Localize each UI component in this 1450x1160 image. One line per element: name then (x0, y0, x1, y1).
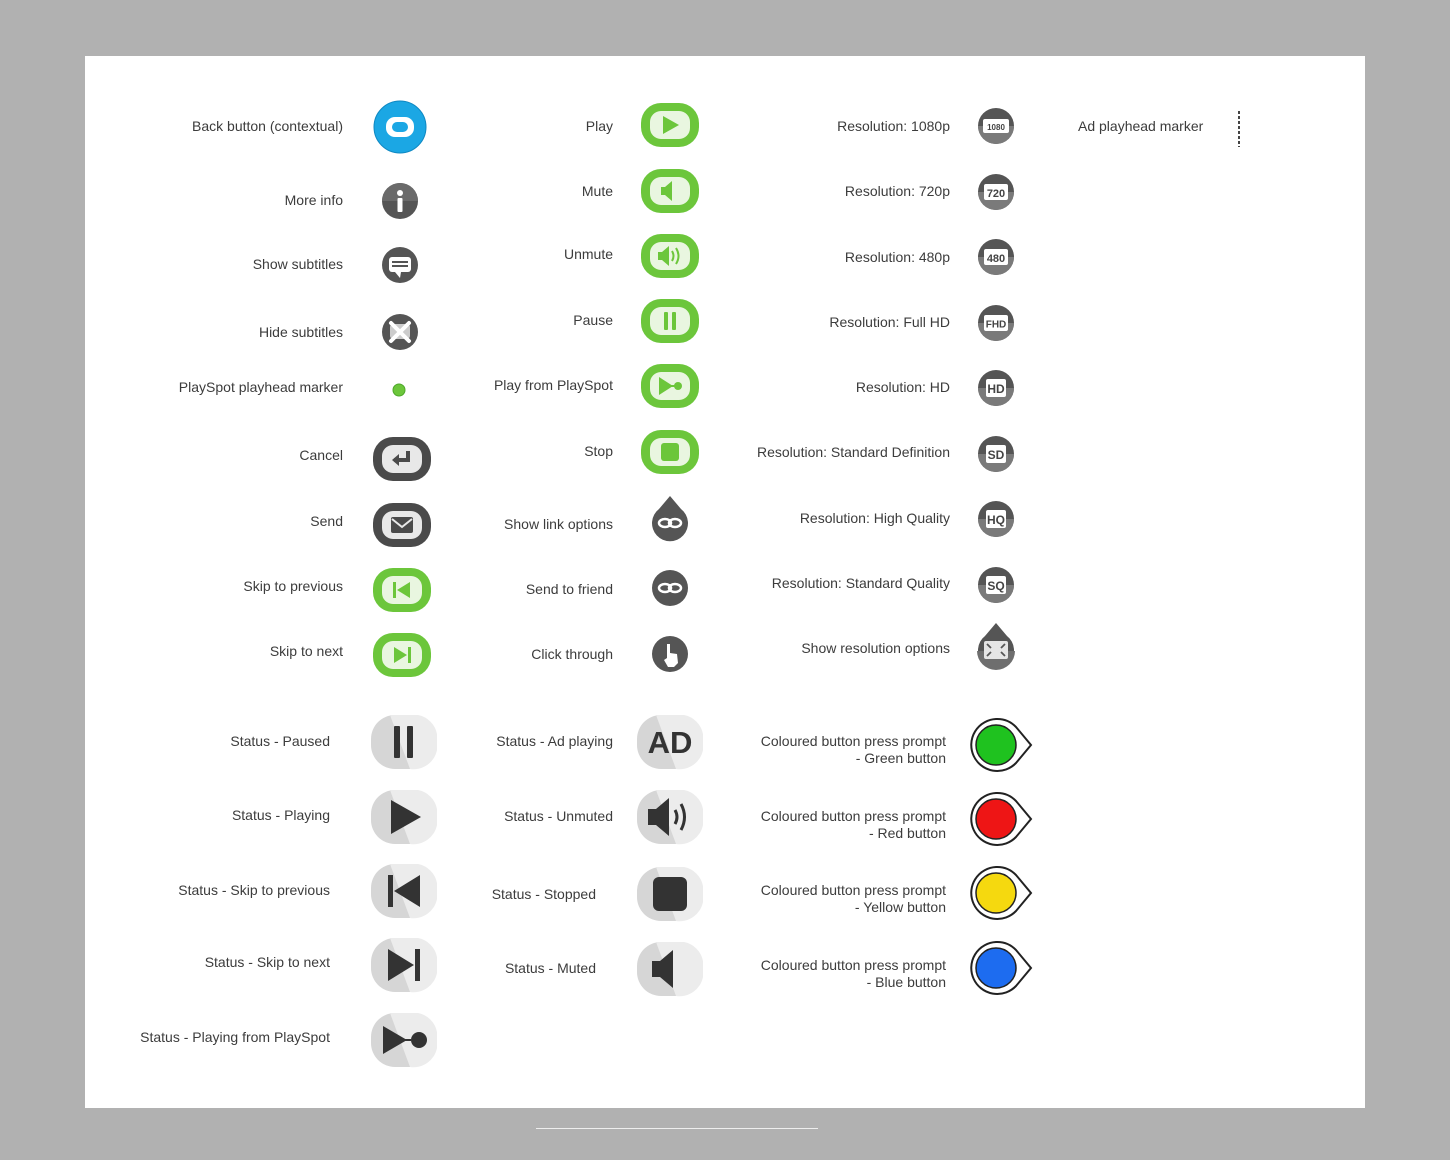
status-pause-icon (370, 714, 438, 770)
label-status-playspot: Status - Playing from PlaySpot (140, 1029, 330, 1045)
label-status-skip-previous: Status - Skip to previous (178, 882, 330, 898)
svg-text:SD: SD (987, 448, 1005, 462)
mail-icon[interactable] (372, 502, 432, 548)
label-play-from-playspot: Play from PlaySpot (493, 377, 613, 393)
resolution-480-icon[interactable] (977, 238, 1015, 276)
ad-marker-icon (1237, 111, 1241, 147)
play-icon[interactable] (640, 102, 700, 148)
pause-icon[interactable] (640, 298, 700, 344)
label-status-skip-next: Status - Skip to next (204, 954, 330, 970)
label-res-480: Resolution: 480p (844, 249, 950, 265)
resolution-720-icon[interactable] (977, 173, 1015, 211)
svg-text:SQ: SQ (987, 579, 1005, 593)
hand-pointer-icon[interactable] (651, 635, 689, 673)
info-icon[interactable] (381, 182, 419, 220)
back-contextual-icon[interactable] (373, 100, 427, 154)
green-button-prompt-icon (969, 717, 1033, 773)
label-res-sq: Resolution: Standard Quality (771, 575, 950, 591)
label-status-playing: Status - Playing (231, 807, 330, 823)
resolution-sd-icon[interactable] (977, 435, 1015, 473)
label-pause: Pause (573, 312, 613, 328)
status-unmuted-icon (636, 789, 704, 845)
prompt-green-label: Coloured button press prompt - Green button (760, 733, 946, 766)
resolution-options-icon[interactable] (976, 622, 1016, 670)
svg-text:1080: 1080 (987, 123, 1005, 132)
prompt-red-label: Coloured button press prompt - Red button (760, 808, 946, 841)
cancel-icon[interactable] (372, 436, 432, 482)
status-play-icon (370, 789, 438, 845)
svg-text:720: 720 (986, 188, 1006, 200)
red-button-prompt-icon (969, 791, 1033, 847)
label-hide-subtitles: Hide subtitles (258, 324, 343, 340)
subtitles-icon[interactable] (381, 246, 419, 286)
label-res-720: Resolution: 720p (844, 183, 950, 199)
resolution-1080-icon[interactable] (977, 107, 1015, 145)
label-more-info: More info (284, 192, 343, 208)
status-muted-icon (636, 941, 704, 997)
resolution-sq-icon[interactable] (977, 566, 1015, 604)
label-skip-next: Skip to next (269, 643, 343, 659)
label-res-hq: Resolution: High Quality (799, 510, 950, 526)
yellow-button-prompt-icon (969, 865, 1033, 921)
label-back-contextual: Back button (contextual) (192, 118, 343, 134)
label-status-stopped: Status - Stopped (491, 886, 596, 902)
label-status-muted: Status - Muted (504, 960, 596, 976)
status-stop-icon (636, 866, 704, 922)
label-cancel: Cancel (299, 447, 343, 463)
label-playspot-marker: PlaySpot playhead marker (178, 379, 343, 395)
svg-text:HD: HD (987, 382, 1005, 396)
label-status-paused: Status - Paused (230, 733, 330, 749)
label-res-fhd: Resolution: Full HD (829, 314, 950, 330)
link-icon[interactable] (651, 569, 689, 607)
label-mute: Mute (581, 183, 613, 199)
skip-next-icon[interactable] (372, 632, 432, 678)
divider (536, 1128, 818, 1129)
blue-button-prompt-icon (969, 940, 1033, 996)
stop-icon[interactable] (640, 429, 700, 475)
label-status-unmuted: Status - Unmuted (504, 808, 613, 824)
status-skip-previous-icon (370, 863, 438, 919)
label-show-subtitles: Show subtitles (252, 256, 343, 272)
mute-icon[interactable] (640, 168, 700, 214)
resolution-hd-icon[interactable] (977, 369, 1015, 407)
svg-text:HQ: HQ (987, 513, 1005, 527)
svg-text:480: 480 (986, 253, 1006, 265)
link-options-icon[interactable] (650, 495, 690, 543)
unmute-icon[interactable] (640, 233, 700, 279)
label-unmute: Unmute (563, 246, 613, 262)
label-stop: Stop (584, 443, 613, 459)
icon-sheet (85, 56, 1365, 1108)
prompt-blue-label: Coloured button press prompt - Blue button (760, 957, 946, 990)
svg-text:FHD: FHD (985, 319, 1007, 331)
label-send: Send (310, 513, 343, 529)
label-click-through: Click through (531, 646, 613, 662)
label-res-sd: Resolution: Standard Definition (756, 444, 950, 460)
label-res-hd: Resolution: HD (855, 379, 950, 395)
playspot-marker-icon (392, 383, 406, 397)
status-playspot-icon (370, 1012, 438, 1068)
label-ad-marker: Ad playhead marker (1078, 118, 1204, 134)
status-ad-text: AD (647, 725, 693, 760)
resolution-hq-icon[interactable] (977, 500, 1015, 538)
label-show-resolution-options: Show resolution options (801, 640, 950, 656)
resolution-fhd-icon[interactable] (977, 304, 1015, 342)
play-from-playspot-icon[interactable] (640, 363, 700, 409)
label-play: Play (585, 118, 613, 134)
label-show-link-options: Show link options (504, 516, 613, 532)
label-status-ad: Status - Ad playing (496, 733, 613, 749)
hide-subtitles-icon[interactable] (381, 313, 419, 351)
status-ad-icon (636, 714, 704, 770)
label-res-1080: Resolution: 1080p (837, 118, 950, 134)
label-send-to-friend: Send to friend (525, 581, 613, 597)
label-skip-previous: Skip to previous (243, 578, 343, 594)
status-skip-next-icon (370, 937, 438, 993)
skip-previous-icon[interactable] (372, 567, 432, 613)
prompt-yellow-label: Coloured button press prompt - Yellow button (760, 882, 946, 915)
